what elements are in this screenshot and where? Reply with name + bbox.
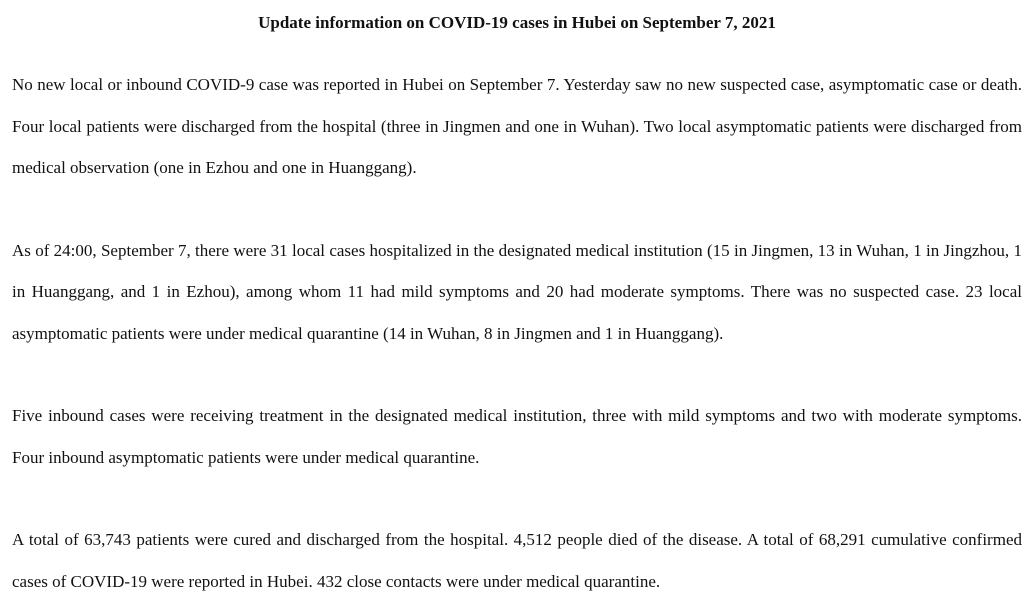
document-title: Update information on COVID-19 cases in Hubei on September 7, 2021 — [258, 13, 776, 32]
paragraph-new-cases: No new local or inbound COVID-9 case was reported in Hubei on September 7. Yesterday saw no new suspected case, asymptomatic case or death. Four local patients were discharged from the hospital (three in Jingmen and one in Wuhan). Two local asymptomatic patients were discharged from medical observation (one in Ezhou and one in Huanggang). — [12, 75, 1022, 177]
paragraph-inbound-cases: Five inbound cases were receiving treatment in the designated medical institution, three with mild symptoms and two with moderate symptoms. Four inbound asymptomatic patients were under medical quarantine. — [12, 406, 1022, 467]
paragraph-local-hospitalized: As of 24:00, September 7, there were 31 local cases hospitalized in the designated medical institution (15 in Jingmen, 13 in Wuhan, 1 in Jingzhou, 1 in Huanggang, and 1 in Ezhou), among whom 11 had mild symptoms and 20 had moderate symptoms. There was no suspected case. 23 local asymptomatic patients were under medical quarantine (14 in Wuhan, 8 in Jingmen and 1 in Huanggang). — [12, 240, 1022, 343]
paragraph-cumulative-totals: A total of 63,743 patients were cured and discharged from the hospital. 4,512 people died of the disease. A total of 68,291 cumulative confirmed cases of COVID-19 were reported in Hubei. 432 close contacts were under medical quarantine. — [12, 530, 1022, 591]
